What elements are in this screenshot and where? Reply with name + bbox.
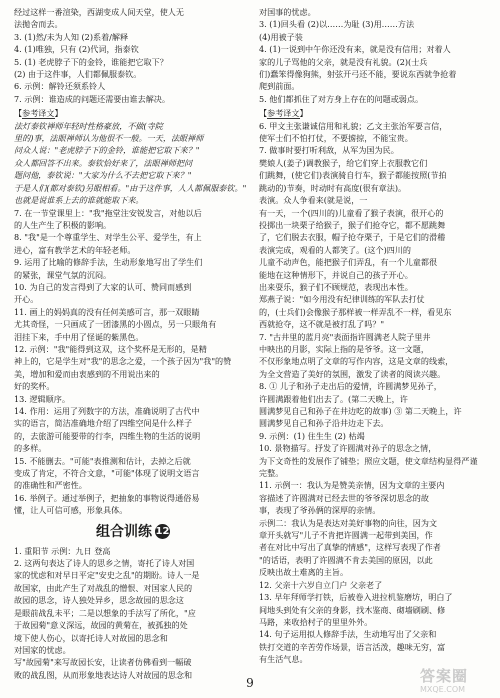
right-column [259,6,489,666]
text-line: 众人都回答不出来。泰钦恰好来了，法眼禅师把问 [14,157,193,168]
text-line: 家的忧虑和对早日平定"安史之乱"的期盼。诗人一是 [14,570,200,581]
text-line: 13. 早年拜师学打铁，后被卷入进拉机鉴磨坊，明白了 [259,592,453,603]
text-line: 3. (1)然/未为人知 (2)系着/解释 [14,31,129,42]
text-line: 有生活气息。 [259,654,308,665]
text-line: 9. 示例：(1) 住生生 (2) 枯竭 [259,430,365,441]
text-line: 西就抢夺，这不就是被打乱了吗？" [259,319,385,330]
page-number: 9 [246,676,254,690]
text-line: 8. "我"是一个尊重学生、对学生公平、爱学生，有上 [14,232,202,243]
section-number-badge: 12 [155,525,170,537]
text-line: 事，表现了爷孙俩的深厚的亲情。 [259,505,381,516]
reference-translation-heading: 【参考译文】 [14,108,63,119]
text-line: 法灯泰钦禅师年轻时性格豪放，不做(寺院 [14,120,163,131]
text-line: 7. 示例：谁造成的问题还需要由谁去解决。 [14,93,170,104]
text-line: 8. ① 儿子和孙子走出后的爱情，许圆满梦见孙子， [259,381,442,392]
text-line: 7. "古井里的蓝月亮"表面指许圆满老人院子里井 [259,331,431,342]
text-line: 家的儿子骂他的父亲，就是没有礼貌。(2)(士兵 [259,56,428,67]
text-line: 圆满梦见自己和孙子沿井边走下去。 [259,418,389,429]
text-line: 章开头就写"儿子不肯把许圆满一起带到美国，作 [259,530,433,541]
text-line: 10. 为自己的发言得到了大家的认可、赞同而感到 [14,281,192,292]
text-line: 10. 景物描写。抒发了许圆满对孙子的思念之情， [259,443,437,454]
text-line: 对国事的忧虑。 [259,7,316,17]
text-line: 的，(士兵们)会像猴子那样被一样弄乱不一样，看见东 [259,306,452,317]
text-line: 出来耍乐，猴子们不顾规范，表现出本性。 [259,281,413,292]
text-line: 12. 示例："我"能得到这双，这个奖杯是无形的，是精 [14,343,207,354]
text-line: 也就是说谁系上去的谁就能取下来。 [14,195,144,206]
text-line: 完整。 [259,468,284,479]
text-line: 的，去旅游可能要带的行李，四维生物的生活的说明 [14,430,201,441]
left-column [14,6,252,681]
text-line: 的多样。 [14,443,47,454]
text-line: 使军士们不怕打仗，不要掳掠，不能宝贵。 [259,133,413,144]
text-line: 16. 举例子。通过举例子，把抽象的事物说得通俗易 [14,492,200,503]
text-line: 1. 重阳节 示例：九日 登高 [14,545,111,556]
text-line: 4. (1)唯独，只有 (2)代词，指泰钦 [14,44,139,55]
text-line: 圆满梦见自己和孙子在井边吃的故事) ③ 第二天晚上，许 [259,406,462,416]
section-title [14,522,252,542]
text-line: (2) 由于这件事，人们都佩服泰钦。 [14,69,142,80]
text-line: 爬到前面。 [259,81,300,92]
text-line: 的紧张，课堂气氛的沉闷。 [14,269,112,280]
text-line: 铁打交道的辛苦劳作场景，语言活泼，趣味无穷，富 [259,641,446,652]
text-line: 们跳舞，(使它们)表演骑自行车，猴子都能按照(节拍 [259,170,447,181]
text-line: 境下使人伤心，以寄托诗人对故园的思念和 [14,632,168,643]
text-line: 投掷出一块栗子给猴子，猴子们抢夺它，都不愿跳舞 [259,219,446,230]
answers-part1 [14,6,252,105]
text-line: 于是人们(都对泰钦)另眼相看。"由于这件事，人人都佩服泰钦。" [14,182,247,193]
text-line: 法拋舍而去。 [14,19,63,30]
text-line: 于故园菊"意义深远，故园的黄菊在，被孤独的处 [14,620,188,631]
text-line: 的人生产生了积极的影响。 [14,219,112,230]
text-line: 7. 在一节堂课里上："我"拖堂注安锐发言，对他以后 [14,207,202,218]
reference-translation-text [259,120,489,331]
answers-part2 [14,207,252,517]
text-line: 樊娘人(姜子)调教猴子，给它们穿上衣服教它们 [259,157,428,168]
text-line: 们)蠢笨得像狗熊，射弦开弓还不能，要说东西就争抢着 [259,69,457,80]
text-line: 5. (1) 老虎脖子下的金铃，谁能把它取下？ [14,56,168,67]
text-line: 败的战乱图，从而形象地表达诗人对故园的思念和 [14,669,193,680]
text-line: 对国家的忧虑。 [14,644,71,655]
answers-part2 [259,331,489,666]
text-line: 实的语言，简洁准确地介绍了四维空间是什么样子 [14,418,193,429]
text-line: 里的)事，法眼禅师认为他很不一般。一天，法眼禅师 [14,133,204,144]
text-line: 11. 画上的妈妈真的没有任何美感可言，那一双眼睛 [14,306,200,317]
text-line: 中映出的月影，实际上指的是爷爷。这一文题， [259,343,429,354]
text-line: 进心，富有教学艺术的年轻老师。 [14,244,136,255]
text-line: 表演完成，观看的人都笑了。(这个)四川的 [259,244,412,255]
text-line: 了，它们脱去衣服，帽子抢夺栗子，于是它们的滑稽 [259,232,446,243]
text-line: 6. 示例：解铃还须系铃人 [14,81,106,92]
text-line: 懂，让人可信可感，形象具体。 [14,505,128,516]
text-line: 问众人说："老虎脖子下的金铃，谁能把它取下来？" [14,145,200,156]
text-line: 是眼前战乱未平；二是以想象的手法写了所化，"应 [14,607,196,618]
text-line: 泪挂下来，手中用了怪诞的紫黑色。 [14,331,144,342]
text-line: 的准确性和严密性。 [14,480,87,491]
text-line: 马路，来收拾村子的里里外外。 [259,616,373,627]
text-line: 能地在这种情形下，并说自己的孩子开心。 [259,269,413,280]
text-line: 反映出故土难离的主旨。 [259,567,349,578]
text-line: 故国家，由此产生了对战乱的憎恨、对国家人民的 [14,582,193,593]
answers-part1 [259,6,489,105]
reference-translation-text [14,120,252,207]
text-line: 4. (1)一说到中午你还没有来，就是没有信用；对着人 [259,44,451,55]
text-line: 9. 运用了比喻的修辞手法，生动形象地写出了学生们 [14,257,203,268]
answers-part3 [14,545,252,681]
text-line: 尤其奇怪，一只画成了一团漆黑的小圆点，另一只眼角有 [14,319,217,330]
text-line: 写"故园菊"来写故园长安，让读者仿佛看到一幅破 [14,657,192,668]
text-line: 有一天，一个(四川的)儿童看了猴子表演，很开心的 [259,207,444,218]
text-line: 许圆满跟着他们出去了。(第二天晚上，许 [259,393,408,404]
reference-title: 参考译文 [22,108,55,119]
watermark-main-text: 答案圈 [420,667,469,685]
text-line: 间地头到处有父亲的身影，找木鉴商、砌墙刷刷、修 [259,604,446,615]
text-line: 为下文奇性的发展作了铺垫；照应文题，使文章结构显得严谨 [259,455,478,466]
text-line: 3. (1)回头看 (2)以……为耻 (3)用……方法 [259,19,415,30]
text-line: 经过这样一番渲染，西湖变成人间天堂，使人无 [14,7,184,17]
text-line: 题问他，泰钦说："大家为什么不去把它取下来？" [14,170,192,181]
text-line: 儿童不动声色，能把猴子们弄乱，有一个儿童都很 [259,257,438,268]
text-line: 开心。 [14,294,39,305]
section-title-text: 组合训练 [96,523,152,540]
text-line: 美，增加和爱而由衷感到的不用说出来的 [14,368,160,379]
text-line: 为全文营造了美好的氛围，激发了读者的阅读兴趣。 [259,368,446,379]
text-line: 神上的，它是学生对"我"的思念之爱，一个孩子因为"我"的赞 [14,356,232,367]
text-line: 跳动的)节奏，时动时有高度(很有章法)。 [259,182,407,193]
text-line: 好的奖杯。 [14,381,55,392]
text-line: 表演。众人争看来(就是说，一 [259,195,368,206]
text-line: 故园的思念，诗人独处异乡，思念故园的思念这 [14,595,184,606]
text-line: 14. 作用：运用了列数字的方法，准确说明了古代中 [14,406,200,416]
text-line: 示例二：我认为是表达对美好事物的向往，因为文 [259,517,438,528]
reference-translation-heading: 【参考译文】 [259,108,308,119]
text-line: 者在对比中写出了真挚的情感"，这样写表现了作者 [259,542,441,553]
text-line: 15. 不能删去。"可能"表推测和估计，去掉之后就 [14,455,191,466]
text-line: 12. 父亲十六岁自立门户 父亲老了 [259,579,383,590]
text-line: 2. 这两句表达了诗人的思乡之情，寄托了诗人对国 [14,558,195,569]
text-line: 6. 甲文主张谦诚信用和礼貌；乙文主张治军要言信， [259,120,448,131]
text-line: 容描述了许圆满对已经去世的爷爷深切思念的故 [259,492,429,503]
text-line: "的话语，表明了许圆满不肯去美国的原因，以此 [259,554,433,565]
text-line: (4)用被子装 [259,31,303,42]
text-line: 7. 做事时要打听利敌，从军为国为民。 [259,145,399,156]
watermark-logo [420,668,500,698]
text-line: 13. 逻辑顺序。 [14,393,70,404]
text-line: 14. 句子运用拟人修辞手法，生动地写出了父亲和 [259,629,437,640]
text-line: 郑燕子说："如今用没有纪律训练的军队去打仗 [259,294,425,305]
text-line: 变成了肯定，不符合文意，"可能"体现了说明文语言 [14,468,200,479]
reference-title: 参考译文 [267,108,300,119]
watermark-sub-text: MXQE.COM [420,685,466,694]
text-line: 不仅形象地点明了文章的写作内容，这是文章的线索， [259,356,454,367]
text-line: 5. 他们都抓住了对方身上存在的问题或弱点。 [259,93,424,104]
text-line: 11. 示例一：我认为是赞美亲情，因为文章的主要内 [259,480,445,491]
